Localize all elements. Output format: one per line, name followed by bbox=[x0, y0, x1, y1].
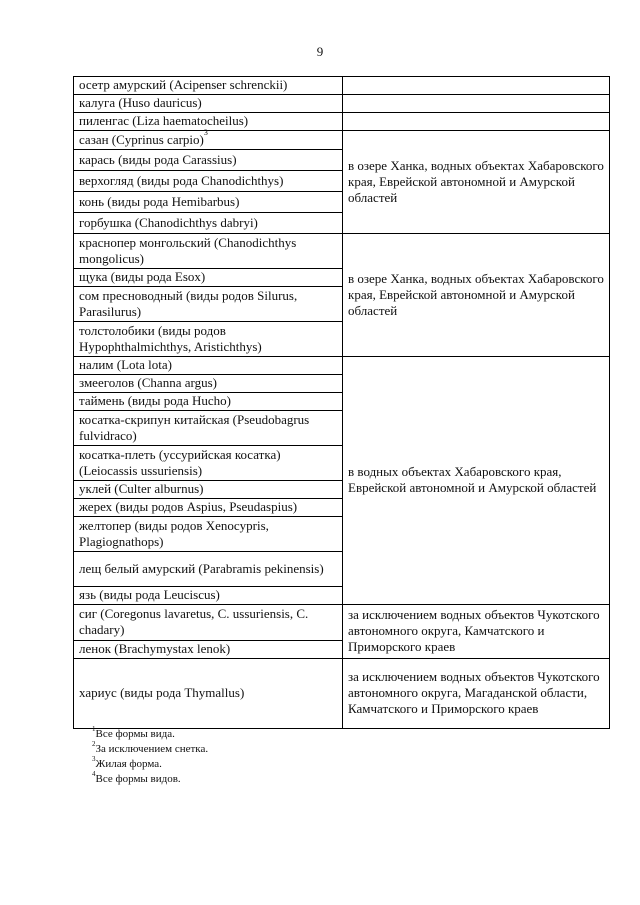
species-cell: змееголов (Channa argus) bbox=[74, 375, 343, 393]
footnote-ref: 3 bbox=[203, 127, 208, 137]
footnotes bbox=[92, 727, 208, 787]
species-cell: налим (Lota lota) bbox=[74, 357, 343, 375]
species-cell: косатка-плеть (уссурийская косатка) (Leiocassis ussuriensis) bbox=[74, 446, 343, 481]
species-cell: хариус (виды рода Thymallus) bbox=[74, 659, 343, 729]
table-row bbox=[74, 234, 610, 269]
species-cell: ленок (Brachymystax lenok) bbox=[74, 641, 343, 659]
species-cell: верхогляд (виды рода Chanodichthys) bbox=[74, 171, 343, 192]
region-cell: в озере Ханка, водных объектах Хабаровского края, Еврейской автономной и Амурской областей bbox=[343, 131, 610, 234]
footnote-mark: 1 bbox=[92, 725, 96, 733]
species-cell: горбушка (Chanodichthys dabryi) bbox=[74, 213, 343, 234]
species-cell: лещ белый амурский (Parabramis pekinensis) bbox=[74, 552, 343, 587]
footnote-text: Все формы вида. bbox=[95, 728, 175, 740]
footnote-text: Все формы видов. bbox=[95, 773, 181, 785]
species-cell: жерех (виды родов Aspius, Pseudaspius) bbox=[74, 499, 343, 517]
species-cell: калуга (Huso dauricus) bbox=[74, 95, 343, 113]
species-cell bbox=[74, 127, 343, 150]
page-number: 9 bbox=[316, 44, 324, 59]
region-cell: за исключением водных объектов Чукотского автономного округа, Магаданской области, Камчатского и Приморского краев bbox=[343, 659, 610, 729]
footnote bbox=[92, 772, 208, 787]
species-cell: краснопер монгольский (Chanodichthys mongolicus) bbox=[74, 234, 343, 269]
species-cell: пиленгас (Liza haematocheilus) bbox=[74, 113, 343, 131]
species-cell: уклей (Culter alburnus) bbox=[74, 481, 343, 499]
table-row bbox=[74, 605, 610, 641]
table-row bbox=[74, 95, 610, 113]
species-name: сазан (Cyprinus carpio) bbox=[79, 131, 204, 147]
region-cell: в озере Ханка, водных объектах Хабаровского края, Еврейской автономной и Амурской областей bbox=[343, 234, 610, 357]
footnote bbox=[92, 757, 208, 772]
footnote-text: Жилая форма. bbox=[95, 758, 162, 770]
table-row bbox=[74, 357, 610, 375]
species-cell: карась (виды рода Carassius) bbox=[74, 150, 343, 171]
table-row bbox=[74, 113, 610, 131]
footnote-text: За исключением снетка. bbox=[95, 743, 209, 755]
region-cell-empty bbox=[343, 95, 610, 113]
footnote bbox=[92, 742, 208, 757]
species-table bbox=[73, 76, 610, 729]
species-cell: щука (виды рода Esox) bbox=[74, 269, 343, 287]
region-cell: за исключением водных объектов Чукотского автономного округа, Камчатского и Приморского краев bbox=[343, 605, 610, 659]
table-row bbox=[74, 77, 610, 95]
table-row bbox=[74, 659, 610, 729]
table-row bbox=[74, 131, 610, 150]
footnote-mark: 4 bbox=[92, 770, 96, 778]
species-cell: таймень (виды рода Hucho) bbox=[74, 393, 343, 411]
region-cell-empty bbox=[343, 113, 610, 131]
footnote-mark: 3 bbox=[92, 755, 96, 763]
footnote-mark: 2 bbox=[92, 740, 96, 748]
footnote bbox=[92, 727, 208, 742]
species-cell: язь (виды рода Leuciscus) bbox=[74, 587, 343, 605]
species-cell: желтопер (виды родов Xenocypris, Plagiognathops) bbox=[74, 517, 343, 552]
region-cell-empty bbox=[343, 77, 610, 95]
species-cell: косатка-скрипун китайская (Pseudobagrus fulvidraco) bbox=[74, 411, 343, 446]
species-cell: осетр амурский (Acipenser schrenckii) bbox=[74, 77, 343, 95]
species-cell: сиг (Coregonus lavaretus, C. ussuriensis, C. chadary) bbox=[74, 605, 343, 641]
region-cell: в водных объектах Хабаровского края, Еврейской автономной и Амурской областей bbox=[343, 357, 610, 605]
species-cell: толстолобики (виды родов Hypophthalmichthys, Aristichthys) bbox=[74, 322, 343, 357]
species-cell: сом пресноводный (виды родов Silurus, Parasilurus) bbox=[74, 287, 343, 322]
species-cell: конь (виды рода Hemibarbus) bbox=[74, 192, 343, 213]
